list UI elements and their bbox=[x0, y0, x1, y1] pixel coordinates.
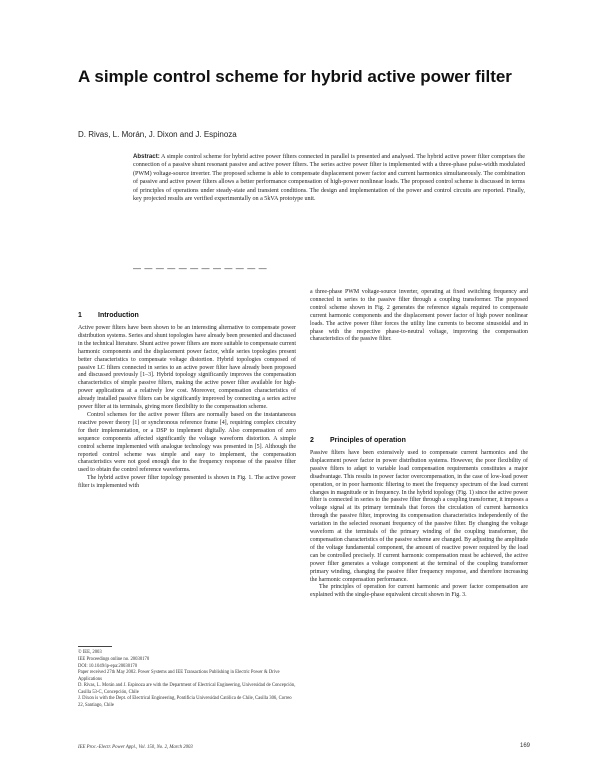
footnote: © IEE, 2003 bbox=[78, 650, 102, 655]
page-number: 169 bbox=[519, 743, 530, 749]
paragraph: Passive filters have been extensively used to compensate current harmonics and the displacement power factor in power distribution systems. However, the poor flexibility of passive filters to adapt to variable load compensation requirements constitutes a major disadvantage. This results in power factor overcompensation, in the case of low-load power operation, or in poor harmonic filtering to meet the frequency spectrum of the load current changes in magnitude or in frequency. In the hybrid topology (Fig. 1) since the active power filter is connected in series to the passive filter through a coupling transformer, it imposes a voltage signal at its primary terminals that forces the circulation of current harmonics through the passive filter, improving its compensation characteristics independently of the variation in the selected resonant frequency of the passive filter. By changing the voltage waveform at the terminals of the primary winding of the coupling transformer, the compensation characteristics of the passive scheme are changed. By adjusting the amplitude of the voltage fundamental component, the amount of reactive power required by the load can be controlled precisely. If current harmonic compensation must be achieved, the active power filter generates a voltage component at the terminal of the coupling transformer primary winding, changing the passive filter frequency response, and therefore increasing the harmonic compensation performance. bbox=[310, 450, 528, 583]
abstract-text: A simple control scheme for hybrid active power filters connected in parallel is presented and analysed. The hybrid active power filter comprises the connection of a passive shunt resonant passive and active power filters. The series active power filter is implemented with a three-phase pulse-width modulated (PWM) voltage-source inverter. The proposed scheme is able to compensate displacement power factor and current harmonics simultaneously. The combination of passive and active power filters allows a better performance compensation of high-power nonlinear loads. The proposed control scheme is discussed in terms of principles of operations under steady-state and transient conditions. The design and implementation of the power and control circuits are reported. Finally, key projected results are verified experimentally on a 5kVA prototype unit. bbox=[133, 154, 525, 203]
column-left-body bbox=[78, 325, 296, 491]
footnote-rule bbox=[78, 646, 112, 647]
section-title: Introduction bbox=[98, 312, 139, 319]
abstract-label: Abstract: bbox=[133, 153, 160, 160]
footnote: J. Dixon is with the Dept. of Electrical Engineering, Pontificia Universidad Católica de Chile, Casilla 306, Correo 22, Santiago, Chile bbox=[78, 696, 292, 708]
footnote: D. Rivas, L. Morán and J. Espinoza are with the Department of Electrical Engineering, Universidad de Concepción, Casilla 53-C, Concepción, Chile bbox=[78, 683, 296, 695]
paragraph: a three-phase PWM voltage-source inverter, operating at fixed switching frequency and connected in series to the passive filter through a coupling transformer. The proposed control scheme shown in Fig. 2 generates the reference signals required to compensate current harmonic components and the displacement power factor of high power nonlinear loads. The active power filter forces the utility line currents to become sinusoidal and in phase with the respective phase-to-neutral voltage, improving the compensation characteristics of the passive filter. bbox=[310, 289, 528, 343]
paragraph: Active power filters have been shown to be an interesting alternative to compensate power distribution systems. Series and shunt topologies have already been presented and discussed in the technical literature. Shunt active power filters are more suitable to compensate current harmonic components and the displacement power factor, while series topologies present better characteristics to compensate voltage distortion. Hybrid topologies composed of passive LC filters connected in series to an active power filter have already been proposed and discussed previously [1–3]. Hybrid topology significantly improves the compensation characteristics of simple passive filters, making the active power filter available for high-power applications at a relatively low cost. Moreover, compensation characteristics of already installed passive filters can be significantly improved by connecting a series active power filter at its terminals, giving more flexibility to the compensation scheme. bbox=[78, 325, 296, 411]
section-heading-introduction bbox=[78, 312, 139, 319]
footnote: DOI: 10.1049/ip-epa:20030170 bbox=[78, 663, 138, 669]
paragraph: The principles of operation for current harmonic and power factor compensation are explained with the single-phase equivalent circuit shown in Fig. 3. bbox=[310, 584, 528, 599]
section-number: 2 bbox=[310, 437, 314, 444]
paper-title: A simple control scheme for hybrid active power filter bbox=[78, 67, 512, 86]
footnote: IEE Proceedings online no. 20030170 bbox=[78, 656, 150, 662]
column-right-body bbox=[310, 450, 528, 600]
abstract bbox=[133, 153, 525, 203]
author-list: D. Rivas, L. Morán, J. Dixon and J. Espinoza bbox=[78, 130, 237, 139]
column-right-body-top bbox=[310, 289, 528, 344]
abstract-divider: — — — — — — — — — — — — bbox=[133, 264, 268, 273]
journal-footer: IEE Proc.-Electr. Power Appl., Vol. 150, No. 2, March 2003 bbox=[78, 745, 193, 750]
footnote: Paper received 27th May 2002. Power Systems and IEE Transactions Publishing in Electric Power & Drive Applications bbox=[78, 670, 280, 682]
paragraph: The hybrid active power filter topology presented is shown in Fig. 1. The active power filter is implemented with bbox=[78, 475, 296, 490]
section-number: 1 bbox=[78, 312, 82, 319]
section-title: Principles of operation bbox=[330, 437, 406, 444]
paragraph: Control schemes for the active power filters are normally based on the instantaneous reactive power theory [1] or synchronous reference frame [4], requiring complex circuitry for their implementation, or a DSP to implement digitally. Also compensation of zero sequence components affected significantly the voltage waveform distortion. A simple control scheme implemented with analogue technology was presented in [5]. Although the reported control scheme was simple and easy to implement, the compensation characteristics were not good enough due to the frequency response of the passive filter used to obtain the control reference waveforms. bbox=[78, 411, 296, 474]
footnotes bbox=[78, 650, 296, 709]
section-heading-principles bbox=[310, 437, 406, 444]
